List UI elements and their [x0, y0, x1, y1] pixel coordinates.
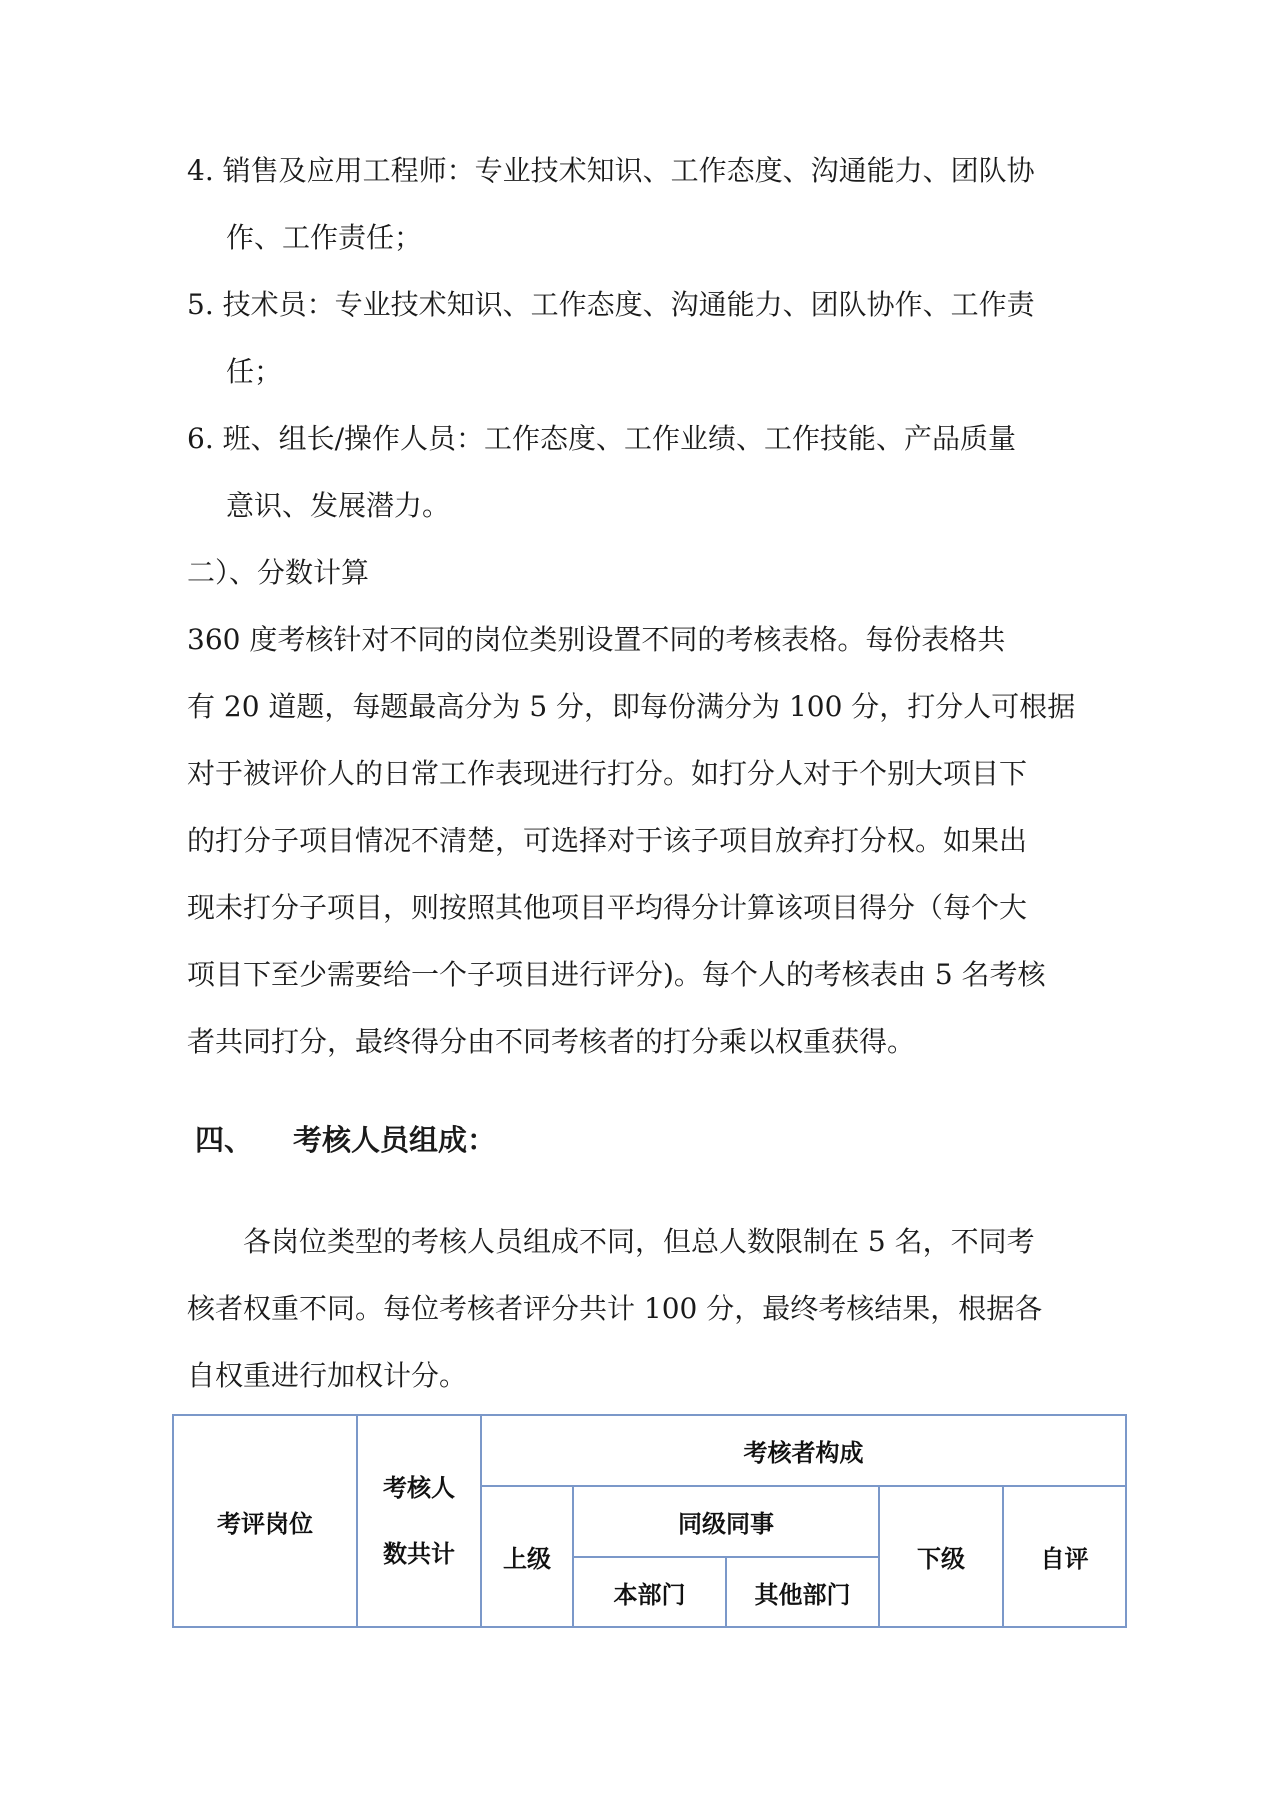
section-title: 考核人员组成：: [293, 1123, 497, 1157]
header-reviewer-count: [357, 1415, 481, 1627]
score-paragraph-line: 对于被评价人的日常工作表现进行打分。如打分人对于个别大项目下: [187, 757, 1028, 790]
reviewer-composition-table: [172, 1414, 1127, 1628]
header-reviewer-composition: 考核者构成: [481, 1415, 1126, 1486]
score-paragraph-line: 现未打分子项目，则按照其他项目平均得分计算该项目得分（每个大: [187, 891, 1028, 924]
section-heading: [195, 1120, 496, 1160]
score-paragraph-line: 者共同打分，最终得分由不同考核者的打分乘以权重获得。: [187, 1025, 916, 1058]
composition-paragraph-line: 核者权重不同。每位考核者评分共计 100 分，最终考核结果，根据各: [187, 1292, 1043, 1325]
list-item-5-line1: 5. 技术员：专业技术知识、工作态度、沟通能力、团队协作、工作责: [187, 288, 1035, 321]
score-paragraph-line: 的打分子项目情况不清楚，可选择对于该子项目放弃打分权。如果出: [187, 824, 1028, 857]
header-other-department: 其他部门: [726, 1557, 879, 1627]
header-self-evaluation: 自评: [1003, 1486, 1126, 1627]
list-item-5-line2: 任；: [226, 355, 283, 388]
subsection-title: 二）、分数计算: [187, 556, 370, 589]
header-count-line1: 考核人: [383, 1474, 455, 1502]
list-item-4-line1: 4. 销售及应用工程师：专业技术知识、工作态度、沟通能力、团队协: [187, 154, 1035, 187]
header-subordinate: 下级: [879, 1486, 1003, 1627]
section-number: 四、: [195, 1123, 254, 1157]
score-paragraph-line: 项目下至少需要给一个子项目进行评分)。每个人的考核表由 5 名考核: [187, 958, 1046, 991]
list-item-6-line1: 6. 班、组长/操作人员：工作态度、工作业绩、工作技能、产品质量: [187, 422, 1017, 455]
score-paragraph-line: 360 度考核针对不同的岗位类别设置不同的考核表格。每份表格共: [187, 623, 1006, 656]
list-item-6-line2: 意识、发展潜力。: [226, 489, 451, 522]
score-paragraph-line: 有 20 道题，每题最高分为 5 分，即每份满分为 100 分，打分人可根据: [187, 690, 1076, 723]
header-position: 考评岗位: [173, 1415, 357, 1627]
header-superior: 上级: [481, 1486, 573, 1627]
composition-paragraph-line: 自权重进行加权计分。: [187, 1359, 468, 1392]
composition-paragraph-line: 各岗位类型的考核人员组成不同，但总人数限制在 5 名，不同考: [187, 1225, 1035, 1258]
header-same-department: 本部门: [573, 1557, 726, 1627]
list-item-4-line2: 作、工作责任；: [226, 221, 423, 254]
header-count-line2: 数共计: [383, 1540, 455, 1568]
header-peers: 同级同事: [573, 1486, 879, 1557]
